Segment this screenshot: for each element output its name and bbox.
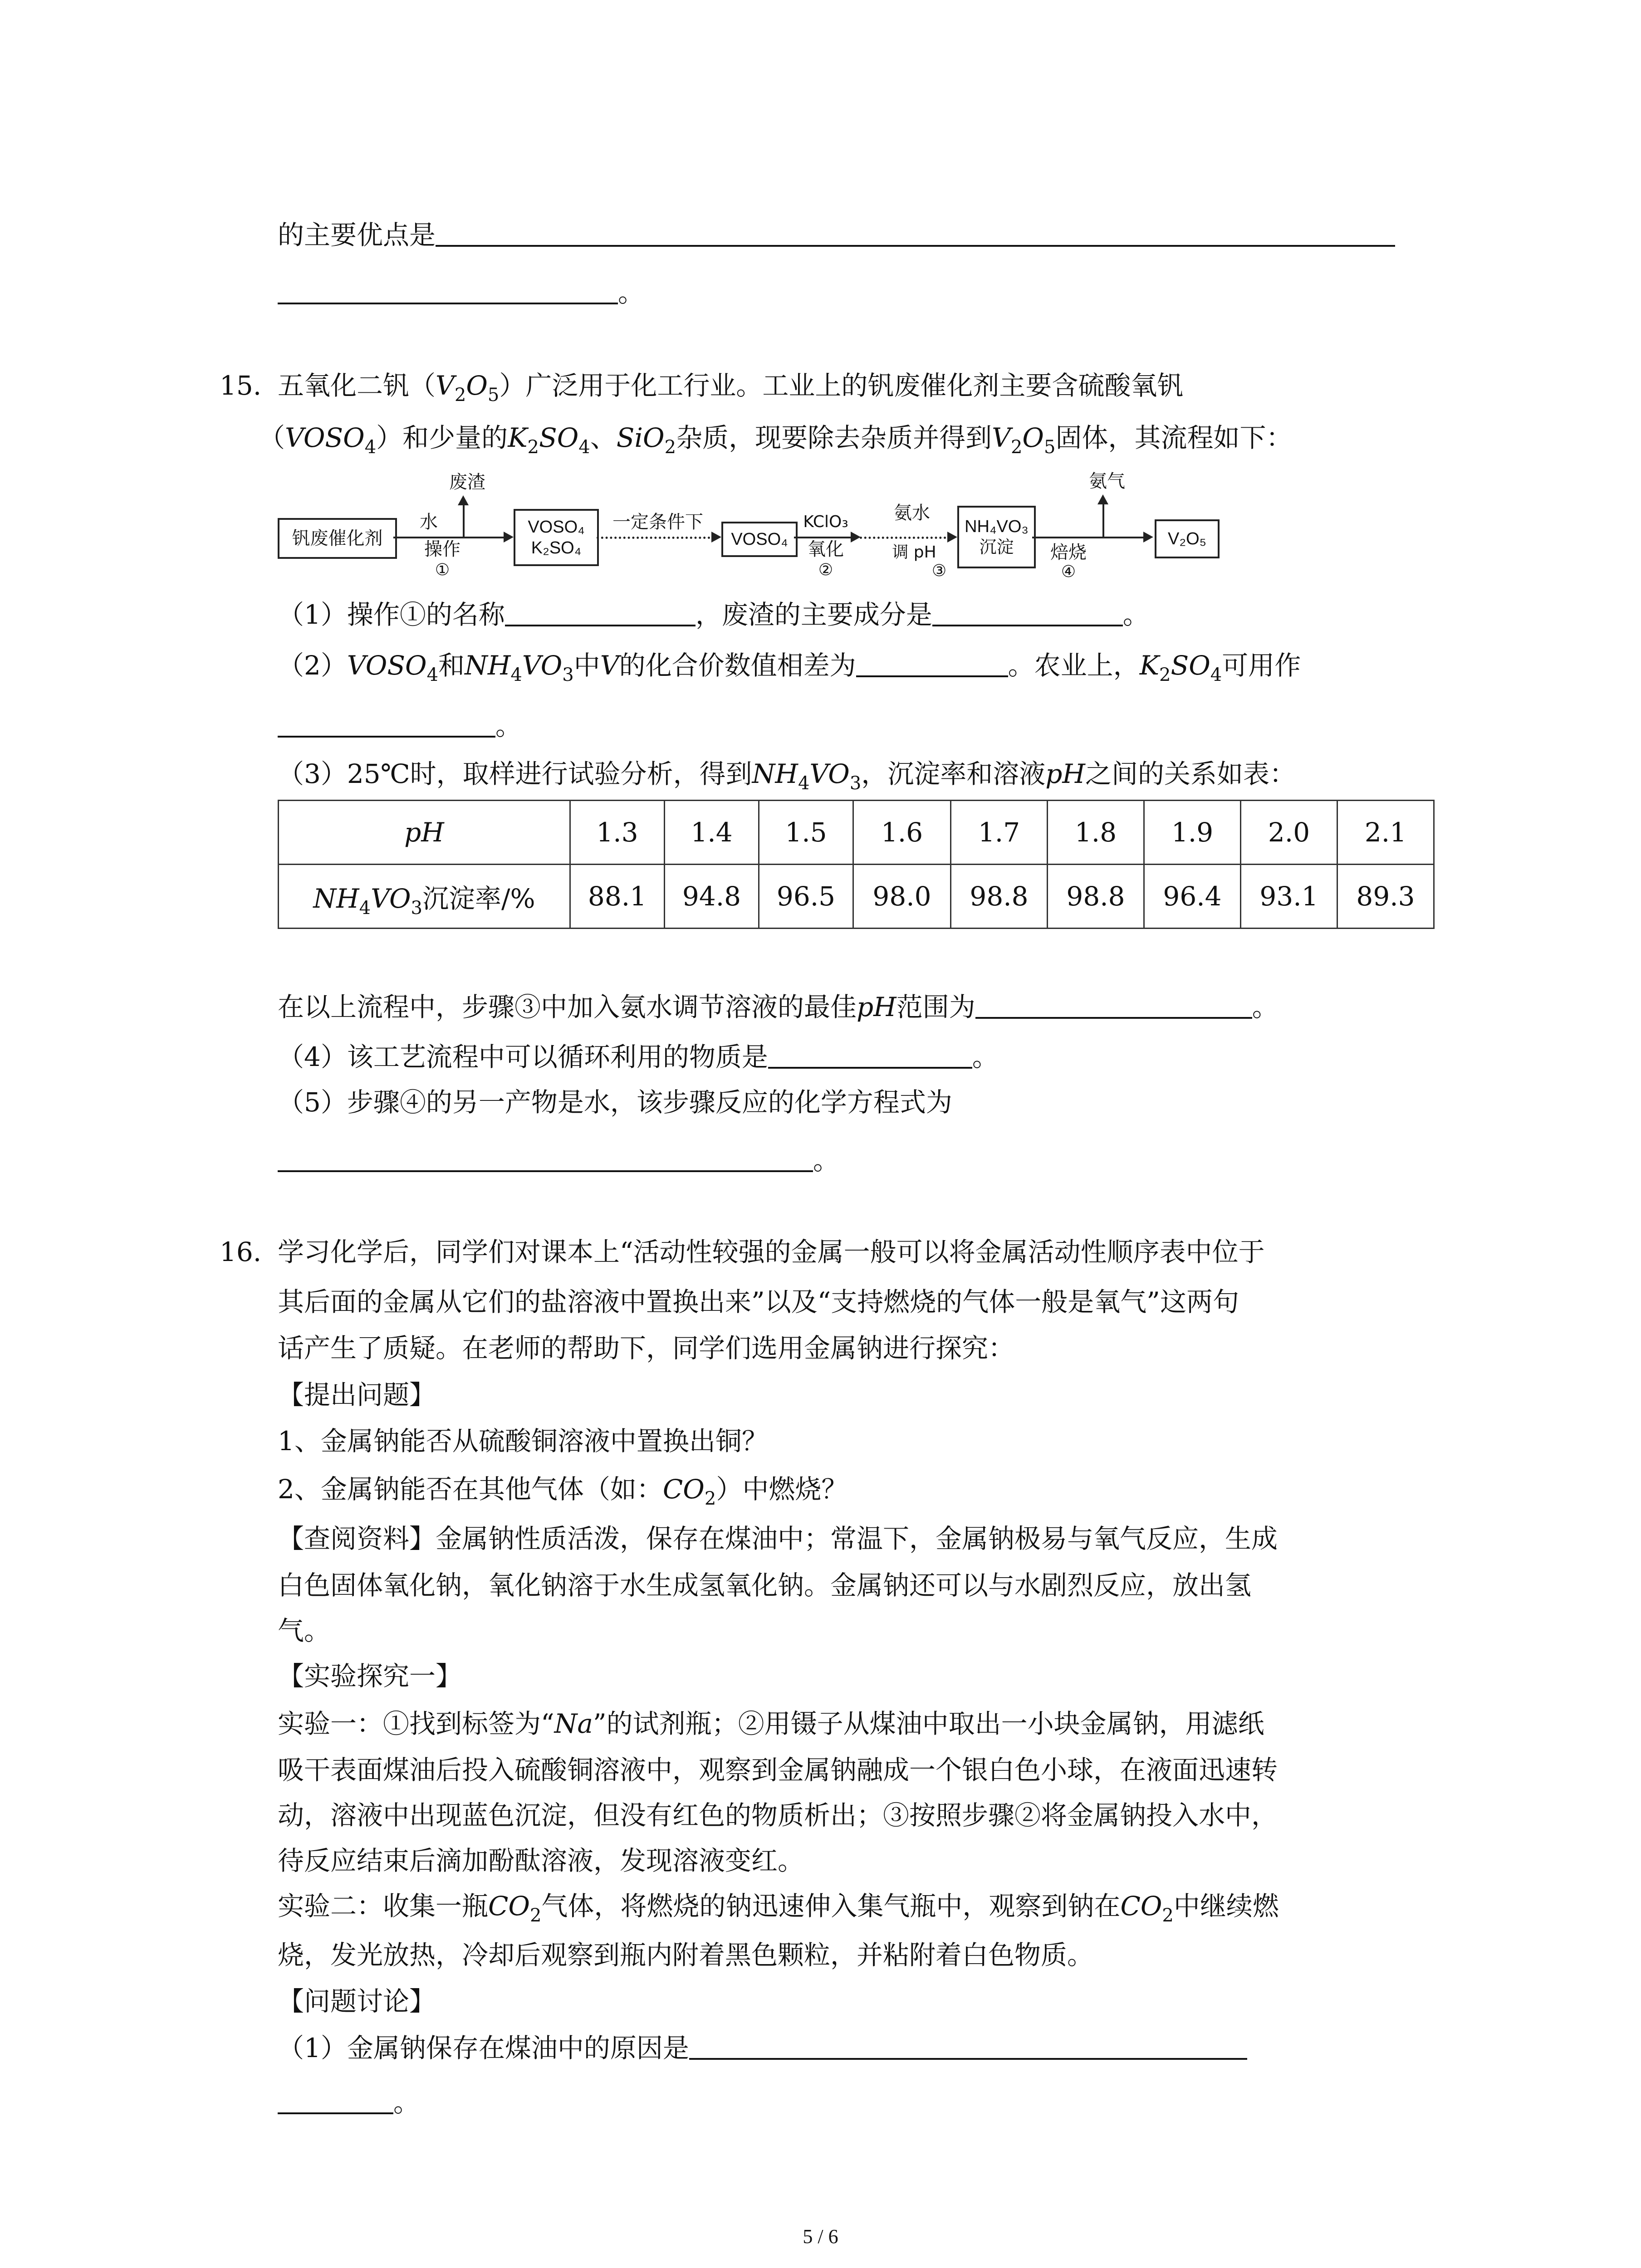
q16-info-line2: 白色固体氧化钠，氧化钠溶于水生成氢氧化钠。金属钠还可以与水剧烈反应，放出氢 (278, 1570, 1252, 1601)
flow-box3: NH₄VO₃ 沉淀 (957, 506, 1036, 568)
table-cell: 98.8 (1048, 865, 1144, 929)
table-cell: 1.8 (1048, 801, 1144, 865)
table-row-label: $NH_4VO_3$沉淀率/% (279, 865, 570, 929)
q16-exp1-line2: 吸干表面煤油后投入硫酸铜溶液中，观察到金属钠融成一个银白色小球，在液面迅速转 (278, 1755, 1278, 1785)
q16-heading-discussion: 【问题讨论】 (278, 1986, 436, 2017)
table-row-label: pH (279, 801, 570, 865)
q15-part3: （3）25℃时，取样进行试验分析，得到$NH_4VO_3$，沉淀率和溶液pH之间的关系如表： (278, 758, 1296, 794)
arrow-right-icon (947, 532, 957, 543)
q15-part2: $(2)VOSO_4$和$NH_4VO_3$中V的化合价数值相差为 。农业上，$K_2SO_4$可用作 (278, 647, 1301, 684)
flow-step1-label: ① (435, 561, 450, 579)
q15-part5-line2: 。 (278, 1142, 839, 1178)
q16-exp2-line2: 烧，发光放热，冷却后观察到瓶内附着黑色颗粒，并粘附着白色物质。 (278, 1940, 1094, 1970)
answer-blank[interactable] (975, 989, 1252, 1019)
table-cell: 98.0 (853, 865, 951, 929)
flow-arrow-line (794, 537, 855, 538)
q16-info-line3: 气。 (278, 1615, 331, 1646)
page-number: 5 / 6 (803, 2225, 838, 2248)
flow-arrow-line (1032, 537, 1148, 538)
table-cell: 1.3 (570, 801, 665, 865)
flow-step4-label: ④ (1061, 562, 1076, 581)
arrow-right-icon (711, 532, 721, 543)
flow-roast-label: 焙烧 (1050, 542, 1087, 563)
q15-intro-line1: 五氧化二钒$(V_2O_5)$广泛用于化工行业。工业上的钒废催化剂主要含硫酸氧钒 (278, 370, 1184, 406)
flow-oxidize-label: 氧化 (808, 539, 844, 560)
answer-blank[interactable] (278, 708, 495, 738)
table-cell: 93.1 (1241, 865, 1337, 929)
q16-number: 16. (220, 1237, 262, 1267)
table-cell: 1.4 (665, 801, 759, 865)
answer-blank[interactable] (856, 647, 1008, 677)
flow-waste-line (463, 503, 465, 537)
flow-adjust-ph-label: 调 pH (892, 543, 936, 562)
arrow-up-icon (1097, 494, 1108, 504)
flow-ammonia-gas-label: 氨气 (1089, 471, 1125, 492)
flow-box4: V₂O₅ (1155, 519, 1220, 558)
answer-blank[interactable] (436, 217, 1395, 247)
table-cell: 94.8 (665, 865, 759, 929)
q16-line3: 话产生了质疑。在老师的帮助下，同学们选用金属钠进行探究： (278, 1333, 1015, 1364)
flow-gas-line (1102, 501, 1104, 537)
q14-line1: 的主要优点是 (278, 217, 1395, 253)
flow-start-box: 钒废催化剂 (278, 518, 397, 559)
q16-line1: 学习化学后，同学们对课本上“活动性较强的金属一般可以将金属活动性顺序表中位于 (278, 1237, 1265, 1267)
q16-discussion1-line2: 。 (278, 2084, 420, 2121)
q16-question1: 1、金属钠能否从硫酸铜溶液中置换出铜？ (278, 1426, 768, 1457)
q15-intro-line2: $(VOSO_4)$和少量的$K_2SO_4$、SiO$_2$杂质，现要除去杂质并得到$V_2O_5$固体，其流程如下： (259, 422, 1293, 458)
q15-part2-line2: 。 (278, 708, 522, 744)
flow-kclo3-label: KClO₃ (803, 513, 848, 531)
table-cell: 98.8 (951, 865, 1048, 929)
flow-step2-label: ② (818, 561, 833, 579)
answer-blank[interactable] (689, 2030, 1247, 2060)
answer-blank[interactable] (278, 1142, 813, 1172)
flow-op1-label: 操作 (424, 539, 460, 560)
q15-part1: （1）操作①的名称 ，废渣的主要成分是 。 (278, 596, 1149, 633)
flow-condition-label: 一定条件下 (612, 512, 703, 533)
q16-info-line1: 【查阅资料】金属钠性质活泼，保存在煤油中；常温下，金属钠极易与氧气反应，生成 (278, 1523, 1278, 1554)
q15-number: 15. (220, 370, 262, 401)
q15-part4: （4）该工艺流程中可以循环利用的物质是 。 (278, 1039, 999, 1075)
flow-waste-label: 废渣 (449, 472, 485, 493)
precipitation-table (278, 800, 1435, 929)
q16-exp1-line4: 待反应结束后滴加酚酞溶液，发现溶液变红。 (278, 1845, 804, 1876)
answer-blank[interactable] (768, 1039, 972, 1069)
q16-exp1-line3: 动，溶液中出现蓝色沉淀，但没有红色的物质析出；③按照步骤②将金属钠投入水中， (278, 1800, 1278, 1831)
answer-blank[interactable] (278, 2084, 393, 2114)
answer-blank[interactable] (278, 274, 618, 304)
arrow-right-icon (1143, 532, 1153, 543)
flow-ammonia-water-label: 氨水 (894, 503, 930, 523)
q16-exp1-line1: 实验一：①找到标签为“Na”的试剂瓶；②用镊子从煤油中取出一小块金属钠，用滤纸 (278, 1708, 1264, 1739)
flow-arrow-line (393, 537, 509, 538)
q15-part5: （5）步骤④的另一产物是水，该步骤反应的化学方程式为 (278, 1087, 952, 1118)
table-cell: 89.3 (1337, 865, 1434, 929)
table-cell: 2.0 (1241, 801, 1337, 865)
table-row (279, 865, 1434, 929)
table-cell: 88.1 (570, 865, 665, 929)
q14-line2: 。 (278, 274, 644, 311)
arrow-up-icon (458, 495, 469, 505)
flow-dotted-line (860, 537, 950, 539)
table-cell: 2.1 (1337, 801, 1434, 865)
q16-line2: 其后面的金属从它们的盐溶液中置换出来”以及“支持燃烧的气体一般是氧气”这两句 (278, 1286, 1239, 1317)
table-cell: 1.6 (853, 801, 951, 865)
answer-blank[interactable] (505, 596, 696, 626)
table-cell: 1.7 (951, 801, 1048, 865)
arrow-right-icon (851, 532, 861, 543)
answer-blank[interactable] (932, 596, 1123, 626)
table-cell: 1.5 (759, 801, 853, 865)
table-row (279, 801, 1434, 865)
table-cell: 1.9 (1144, 801, 1241, 865)
q16-question2: 2、金属钠能否在其他气体（如：$CO_2$）中燃烧？ (278, 1474, 848, 1509)
flow-step3-label: ③ (931, 562, 947, 580)
arrow-right-icon (504, 532, 514, 543)
flow-box1: VOSO₄ K₂SO₄ (514, 509, 599, 566)
table-cell: 96.4 (1144, 865, 1241, 929)
q15-part3-after: 在以上流程中，步骤③中加入氨水调节溶液的最佳pH范围为 。 (278, 989, 1279, 1025)
flow-box2: VOSO₄ (721, 522, 798, 557)
q16-exp2-line1: 实验二：收集一瓶$CO_2$气体，将燃烧的钠迅速伸入集气瓶中，观察到钠在$CO_2$中继续燃 (278, 1891, 1279, 1926)
q16-heading-experiment: 【实验探究一】 (278, 1661, 462, 1691)
q16-heading-question: 【提出问题】 (278, 1379, 436, 1410)
flow-dotted-line (597, 537, 715, 539)
flow-water-label: 水 (420, 512, 438, 533)
table-cell: 96.5 (759, 865, 853, 929)
q16-discussion1: （1）金属钠保存在煤油中的原因是 (278, 2030, 1247, 2066)
